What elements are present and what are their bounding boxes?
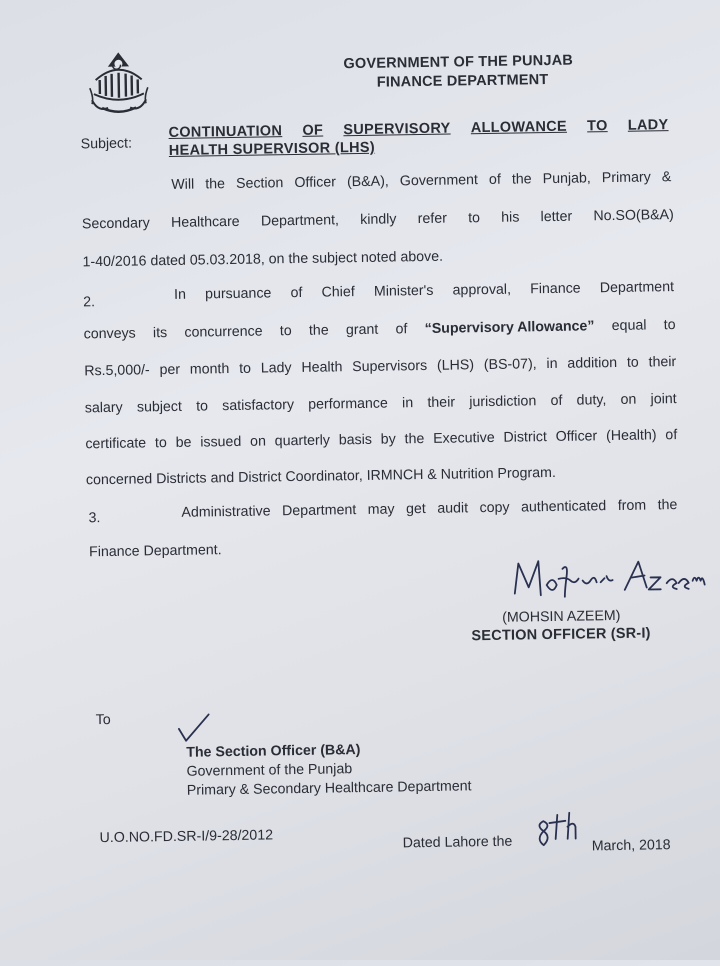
handwritten-date	[533, 810, 590, 851]
para3-number: 3.	[88, 510, 101, 527]
para1-line-3: 1-40/2016 dated 05.03.2018, on the subject noted above.	[82, 248, 444, 271]
government-heading: GOVERNMENT OF THE PUNJAB	[343, 52, 574, 73]
para2-line-6: concerned Districts and District Coordinator, IRMNCH & Nutrition Program.	[85, 464, 556, 489]
department-heading: FINANCE DEPARTMENT	[376, 71, 549, 91]
recipient-title: The Section Officer (B&A)	[186, 742, 361, 761]
para2-line-5: certificate to be issued on quarterly basis by the Executive District Officer (Health) of	[85, 427, 678, 453]
subject-line-2: HEALTH SUPERVISOR (LHS)	[168, 139, 376, 159]
para1-line-2: Secondary Healthcare Department, kindly refer to his letter No.SO(B&A)	[81, 207, 674, 233]
signature	[506, 551, 707, 614]
para2-line-3: Rs.5,000/- per month to Lady Health Supervisors (LHS) (BS-07), in addition to their	[84, 354, 677, 380]
para2-line-2: conveys its concurrence to the grant of “Supervisory Allowance” equal to	[83, 317, 676, 343]
punjab-emblem-logo	[87, 49, 150, 116]
recipient-line-3: Primary & Secondary Healthcare Department	[186, 778, 472, 799]
subject-label: Subject:	[80, 135, 133, 153]
date-month-year: March, 2018	[591, 837, 671, 855]
dated-prefix: Dated Lahore the	[402, 833, 513, 852]
para2-number: 2.	[83, 294, 96, 311]
subject-line-1: CONTINUATION OF SUPERVISORY ALLOWANCE TO LADY	[168, 117, 669, 141]
para3-line-1: Administrative Department may get audit copy authenticated from the	[181, 497, 678, 521]
para2-line-4: salary subject to satisfactory performance in their jurisdiction of duty, on joint	[84, 391, 677, 417]
signatory-title: SECTION OFFICER (SR-I)	[471, 625, 651, 645]
to-label: To	[95, 711, 111, 729]
para3-line-2: Finance Department.	[88, 542, 222, 561]
recipient-line-2: Government of the Punjab	[186, 761, 353, 780]
check-mark-icon	[176, 710, 213, 747]
para2-line-1: In pursuance of Chief Minister's approval, Finance Department	[173, 279, 675, 303]
signatory-name: (MOHSIN AZEEM)	[502, 607, 621, 626]
allowance-name: “Supervisory Allowance”	[424, 318, 595, 337]
reference-number: U.O.NO.FD.SR-I/9-28/2012	[99, 827, 274, 847]
para1-line-1: Will the Section Officer (B&A), Government of the Punjab, Primary &	[171, 169, 672, 193]
